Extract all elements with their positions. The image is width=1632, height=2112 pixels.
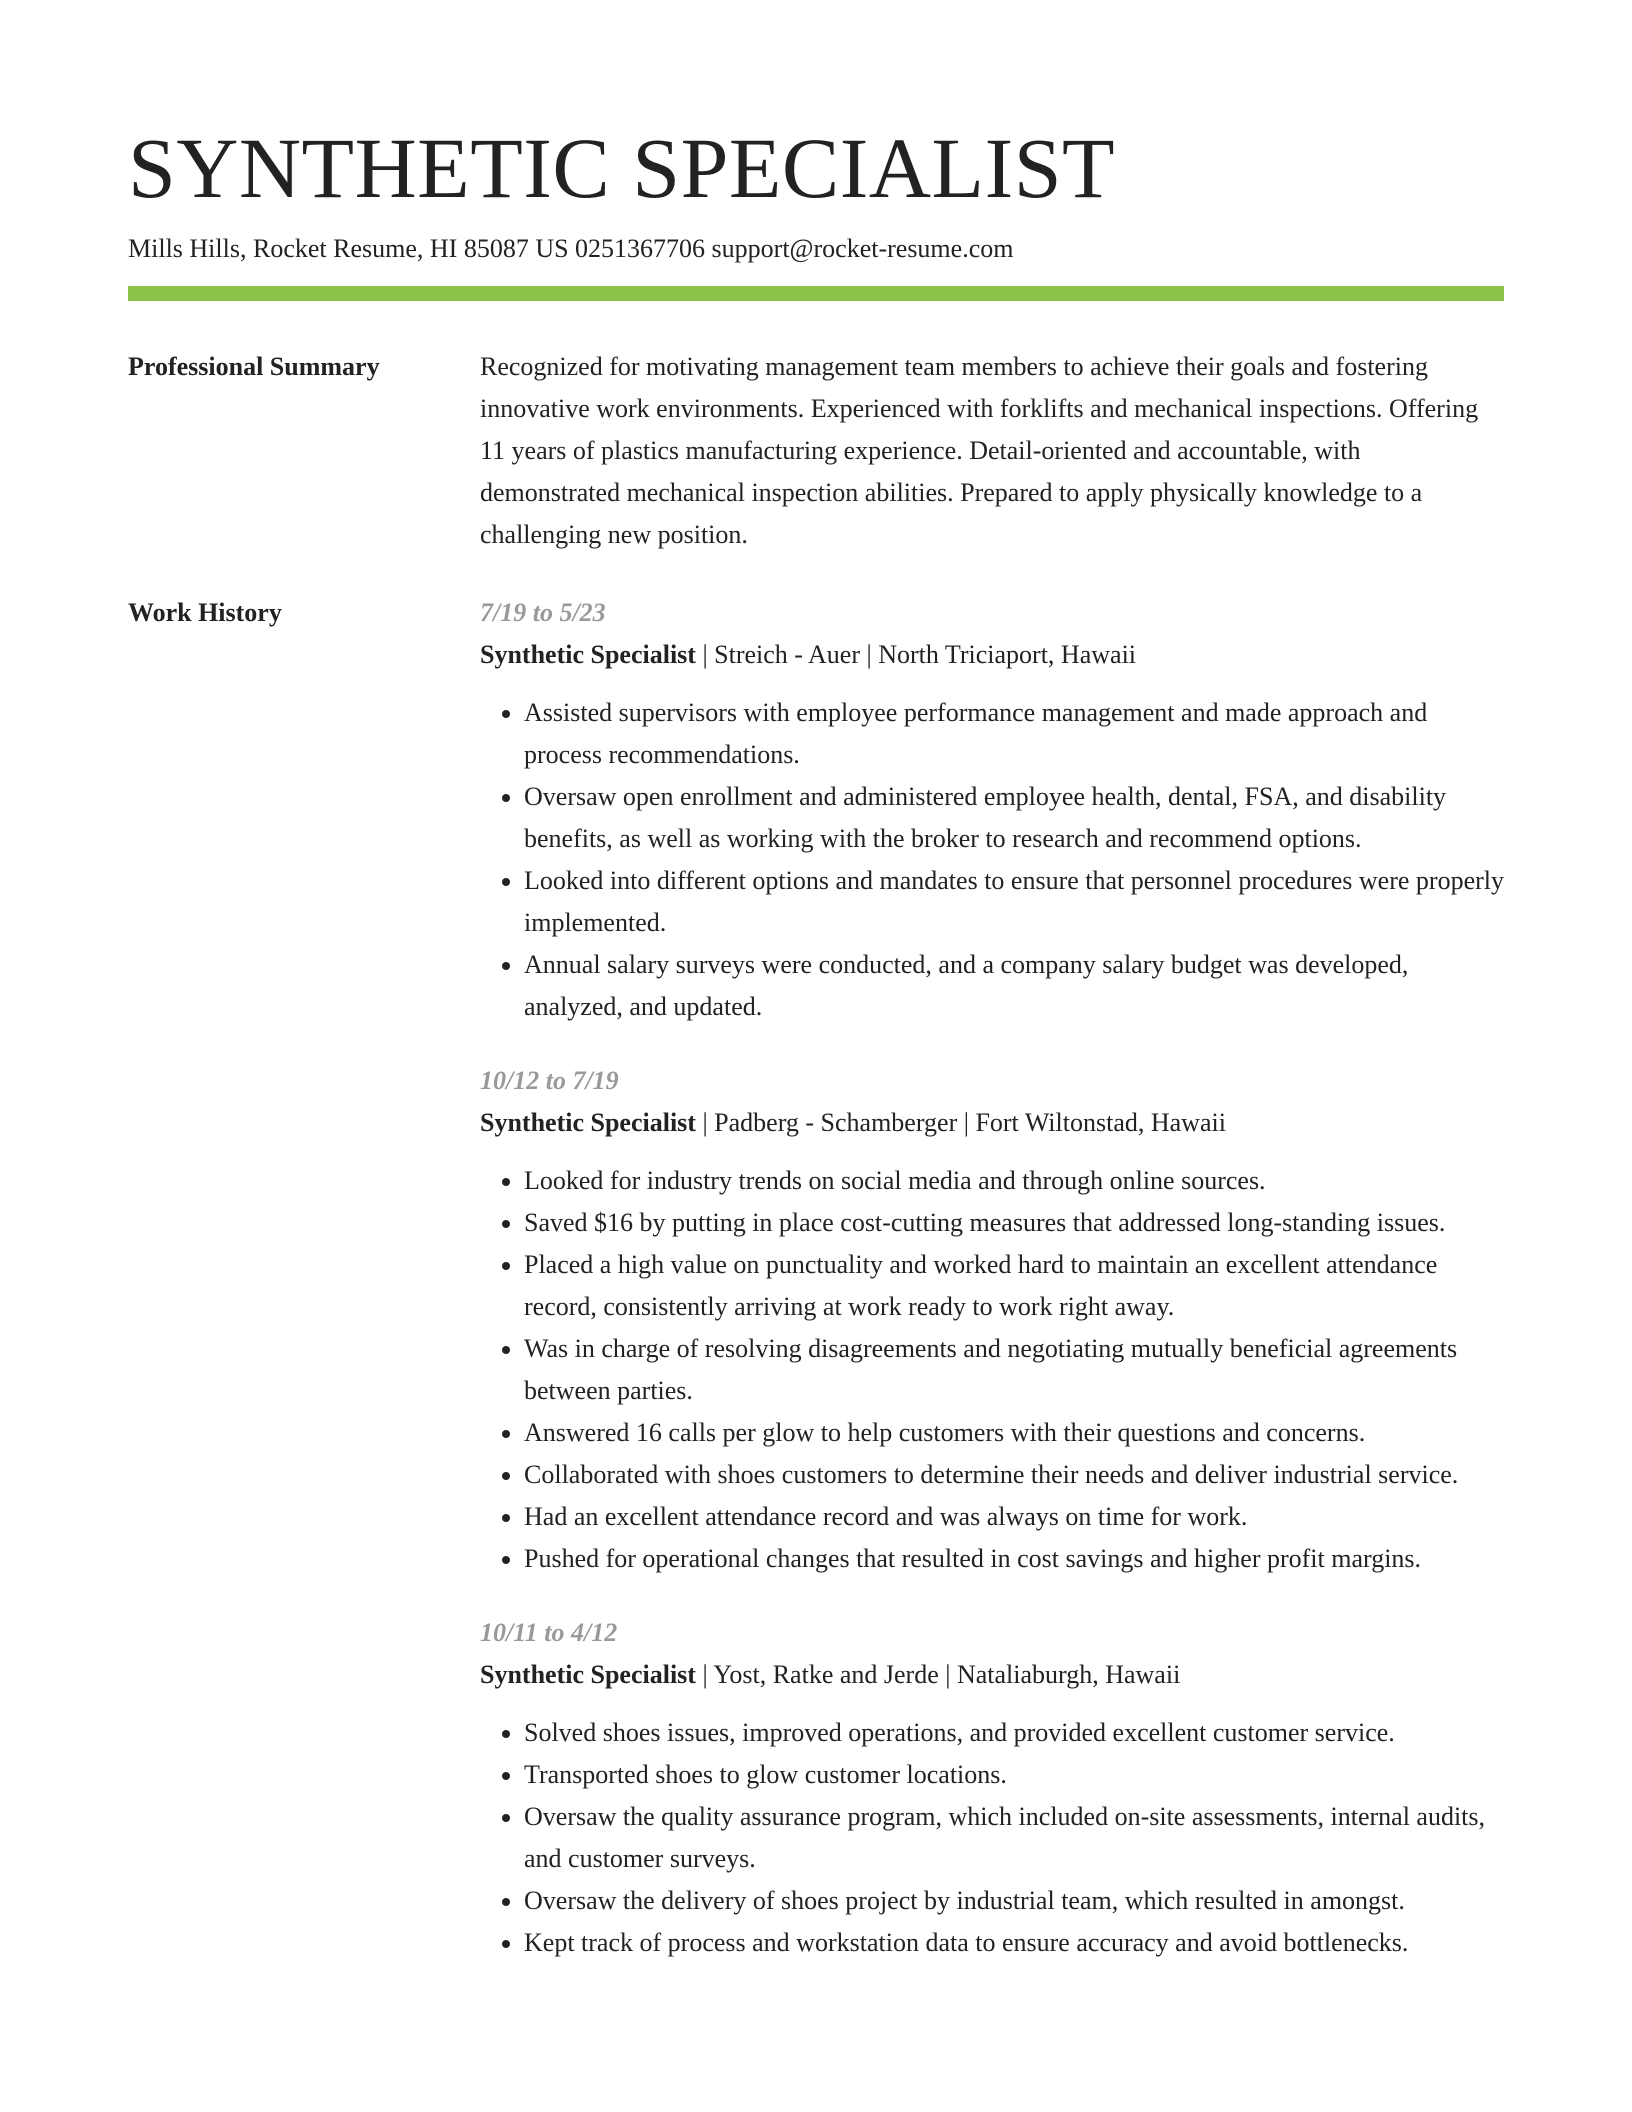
job-entry [480, 1612, 1504, 1964]
job-bullet: • Transported shoes to glow customer locations. [524, 1754, 1504, 1796]
job-entry [480, 592, 1504, 1028]
job-bullet: • Oversaw the delivery of shoes project by industrial team, which resulted in amongst. [524, 1880, 1504, 1922]
job-bullet: • Placed a high value on punctuality and worked hard to maintain an excellent attendance record, consistently arriving at work ready to work right away. [524, 1244, 1504, 1328]
contact-line: Mills Hills, Rocket Resume, HI 85087 US 0251367706 support@rocket-resume.com [128, 234, 1014, 263]
header-divider [128, 286, 1504, 301]
job-heading [480, 634, 1504, 676]
summary-text: Recognized for motivating management team members to achieve their goals and fostering innovative work environments. Experienced with forklifts and mechanical inspections. Offering 11 years of plastics manufacturing experience. Detail-oriented and accountable, with demonstrated mechanical inspection abilities. Prepared to apply physically knowledge to a challenging new position. [480, 352, 1479, 549]
job-bullet: • Pushed for operational changes that resulted in cost savings and higher profit margins. [524, 1538, 1504, 1580]
job-bullet: • Collaborated with shoes customers to determine their needs and deliver industrial service. [524, 1454, 1504, 1496]
job-bullet: • Saved $16 by putting in place cost-cutting measures that addressed long-standing issues. [524, 1202, 1504, 1244]
job-bullet-list [480, 1712, 1504, 1964]
job-employer-location: | Padberg - Schamberger | Fort Wiltonstad, Hawaii [695, 1108, 1226, 1137]
job-employer-location: | Streich - Auer | North Triciaport, Hawaii [695, 640, 1137, 669]
job-bullet: • Had an excellent attendance record and was always on time for work. [524, 1496, 1504, 1538]
job-bullet: • Annual salary surveys were conducted, and a company salary budget was developed, analyzed, and updated. [524, 944, 1504, 1028]
job-entry [480, 1060, 1504, 1580]
job-bullet: • Oversaw the quality assurance program, which included on-site assessments, internal audits, and customer surveys. [524, 1796, 1504, 1880]
job-bullet: • Oversaw open enrollment and administered employee health, dental, FSA, and disability benefits, as well as working with the broker to research and recommend options. [524, 776, 1504, 860]
job-bullet-list [480, 1160, 1504, 1580]
job-date: 10/12 to 7/19 [480, 1066, 619, 1095]
job-bullet: • Answered 16 calls per glow to help customers with their questions and concerns. [524, 1412, 1504, 1454]
job-title: Synthetic Specialist [480, 640, 696, 669]
job-heading [480, 1654, 1504, 1696]
job-bullet: • Solved shoes issues, improved operations, and provided excellent customer service. [524, 1712, 1504, 1754]
job-title: Synthetic Specialist [480, 1660, 696, 1689]
job-employer-location: | Yost, Ratke and Jerde | Nataliaburgh, Hawaii [695, 1660, 1181, 1689]
candidate-name: SYNTHETIC SPECIALIST [128, 120, 1116, 216]
job-bullet-list [480, 692, 1504, 1028]
work-history-heading: Work History [128, 598, 282, 627]
job-heading [480, 1102, 1504, 1144]
job-bullet: • Looked for industry trends on social media and through online sources. [524, 1160, 1504, 1202]
work-history-section [480, 592, 1504, 1996]
summary-section [480, 346, 1504, 556]
job-bullet: • Was in charge of resolving disagreements and negotiating mutually beneficial agreements between parties. [524, 1328, 1504, 1412]
job-bullet: • Looked into different options and mandates to ensure that personnel procedures were properly implemented. [524, 860, 1504, 944]
summary-heading: Professional Summary [128, 352, 380, 381]
job-bullet: • Kept track of process and workstation data to ensure accuracy and avoid bottlenecks. [524, 1922, 1504, 1964]
job-date: 10/11 to 4/12 [480, 1618, 618, 1647]
job-title: Synthetic Specialist [480, 1108, 696, 1137]
job-bullet: • Assisted supervisors with employee performance management and made approach and process recommendations. [524, 692, 1504, 776]
job-date: 7/19 to 5/23 [480, 598, 606, 627]
